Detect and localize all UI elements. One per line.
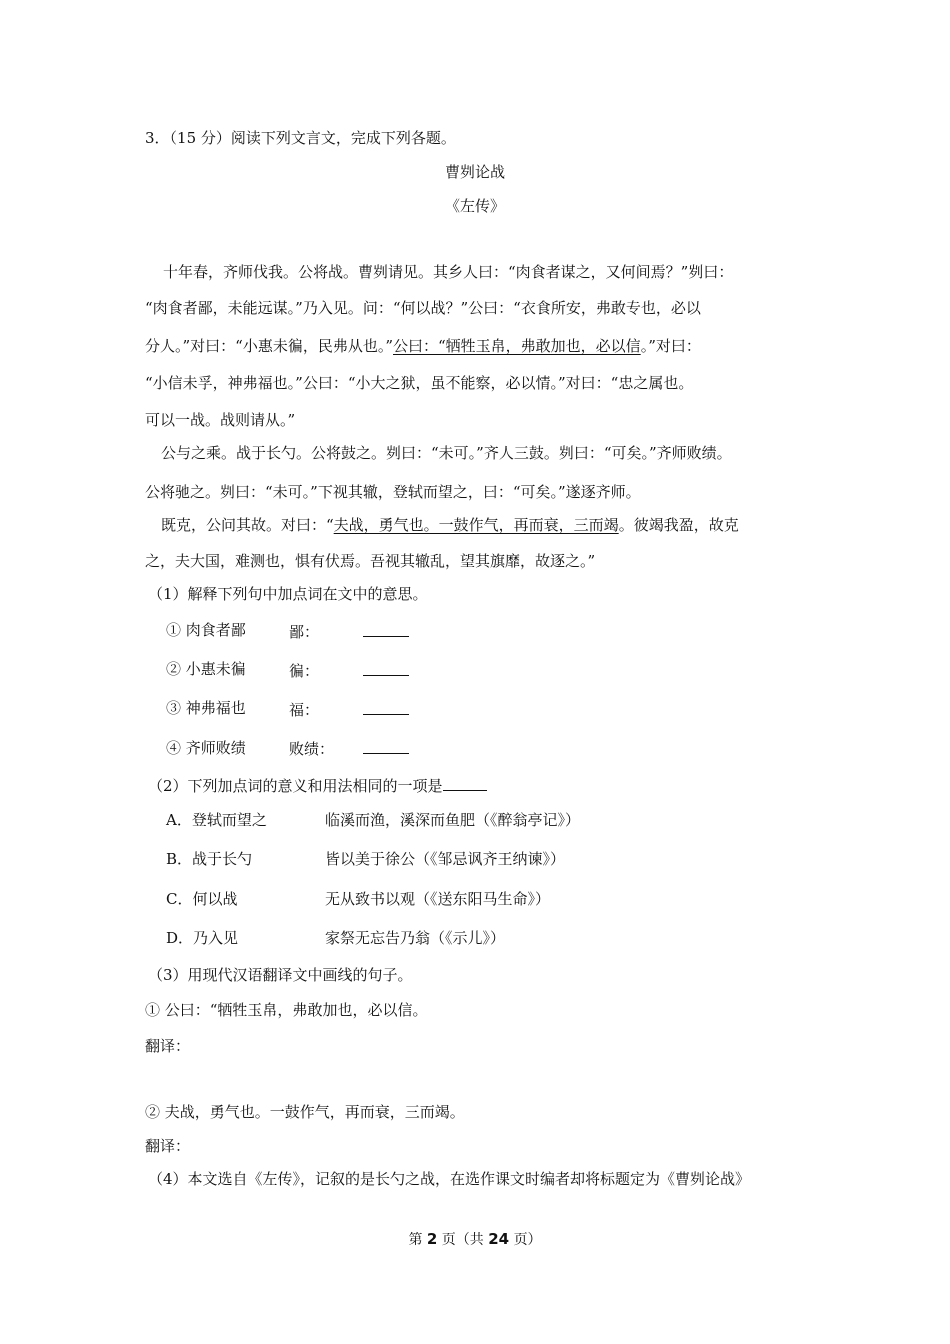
q2-option-compare: 家祭无忘告乃翁（《示儿》） bbox=[325, 929, 506, 947]
q1-word: 徧： bbox=[289, 662, 320, 680]
q2-option-label: A．登轼而望之 bbox=[166, 811, 267, 829]
footer-pre: 第 bbox=[408, 1232, 423, 1248]
passage-line: 公与之乘。战于长勺。公将鼓之。刿曰：“未可。”齐人三鼓。刿曰：“可矣。”齐师败绩。 bbox=[161, 444, 732, 462]
passage-text: 。彼竭我盈，故克 bbox=[618, 516, 739, 534]
q2-option-label: B．战于长勺 bbox=[166, 850, 253, 868]
passage-line: “肉食者鄙，未能远谋。”乃入见。问：“何以战？”公曰：“衣食所安，弗敢专也，必以 bbox=[145, 299, 701, 317]
q1-word: 败绩： bbox=[289, 740, 335, 758]
q1-prompt: （1）解释下列句中加点词在文中的意思。 bbox=[148, 585, 428, 603]
answer-blank[interactable] bbox=[363, 661, 409, 681]
q2-option-compare: 皆以美于徐公（《邹忌讽齐王纳谏》） bbox=[325, 850, 566, 868]
passage-line: 之，夫大国，难测也，惧有伏焉。吾视其辙乱，望其旗靡，故逐之。” bbox=[145, 552, 596, 570]
underlined-sentence-2: 夫战，勇气也。一鼓作气，再而衰，三而竭 bbox=[333, 516, 619, 534]
passage-text: 分人。”对曰：“小惠未徧，民弗从也。” bbox=[145, 337, 394, 355]
q2-prompt bbox=[148, 776, 487, 796]
q3-translate-label-1: 翻译： bbox=[145, 1037, 191, 1055]
q1-word: 福： bbox=[289, 701, 320, 719]
passage-line bbox=[161, 515, 739, 535]
passage-text: 。”对曰： bbox=[640, 337, 701, 355]
passage-source: 《左传》 bbox=[444, 197, 505, 215]
q1-phrase: ④ 齐师败绩 bbox=[166, 739, 246, 757]
q2-option-compare: 无从致书以观（《送东阳马生命》） bbox=[325, 890, 551, 908]
page-footer bbox=[0, 1229, 950, 1250]
q3-sentence-2: ② 夫战，勇气也。一鼓作气，再而衰，三而竭。 bbox=[145, 1103, 465, 1121]
q2-option-compare: 临溪而渔，溪深而鱼肥（《醉翁亭记》） bbox=[325, 811, 581, 829]
q1-word: 鄙： bbox=[289, 623, 320, 641]
question-header: 3．（15 分）阅读下列文言文，完成下列各题。 bbox=[145, 129, 456, 147]
answer-blank[interactable] bbox=[443, 776, 487, 791]
q2-prompt-text: （2）下列加点词的意义和用法相同的一项是 bbox=[148, 777, 443, 795]
footer-mid: 页（共 bbox=[441, 1232, 484, 1248]
footer-post: 页） bbox=[513, 1232, 542, 1248]
passage-title: 曹刿论战 bbox=[444, 163, 505, 181]
answer-blank[interactable] bbox=[363, 700, 409, 720]
footer-total-pages: 24 bbox=[488, 1230, 510, 1248]
answer-blank[interactable] bbox=[363, 622, 409, 642]
underlined-sentence-1: 公曰：“牺牲玉帛，弗敢加也，必以信 bbox=[393, 337, 641, 355]
passage-line bbox=[145, 336, 701, 356]
q1-phrase: ① 肉食者鄙 bbox=[166, 621, 246, 639]
footer-page-number: 2 bbox=[426, 1230, 438, 1248]
q3-sentence-1: ① 公曰：“牺牲玉帛，弗敢加也，必以信。 bbox=[145, 1001, 428, 1019]
q1-phrase: ③ 神弗福也 bbox=[166, 699, 246, 717]
answer-blank[interactable] bbox=[363, 739, 409, 759]
q2-option-label: D．乃入见 bbox=[166, 929, 239, 947]
q1-phrase: ② 小惠未徧 bbox=[166, 660, 246, 678]
passage-text: 既克，公问其故。对曰：“ bbox=[161, 516, 334, 534]
q3-prompt: （3）用现代汉语翻译文中画线的句子。 bbox=[148, 966, 413, 984]
passage-line: 公将驰之。刿曰：“未可。”下视其辙，登轼而望之，曰：“可矣。”遂逐齐师。 bbox=[145, 483, 641, 501]
passage-line: 十年春，齐师伐我。公将战。曹刿请见。其乡人曰：“肉食者谋之，又何间焉？”刿曰： bbox=[163, 263, 734, 281]
passage-line: “小信未孚，神弗福也。”公曰：“小大之狱，虽不能察，必以情。”对曰：“忠之属也。 bbox=[145, 374, 694, 392]
passage-line: 可以一战。战则请从。” bbox=[145, 411, 296, 429]
q4-prompt: （4）本文选自《左传》，记叙的是长勺之战，在选作课文时编者却将标题定为《曹刿论战》 bbox=[148, 1170, 751, 1188]
q3-translate-label-2: 翻译： bbox=[145, 1137, 191, 1155]
q2-option-label: C．何以战 bbox=[166, 890, 238, 908]
